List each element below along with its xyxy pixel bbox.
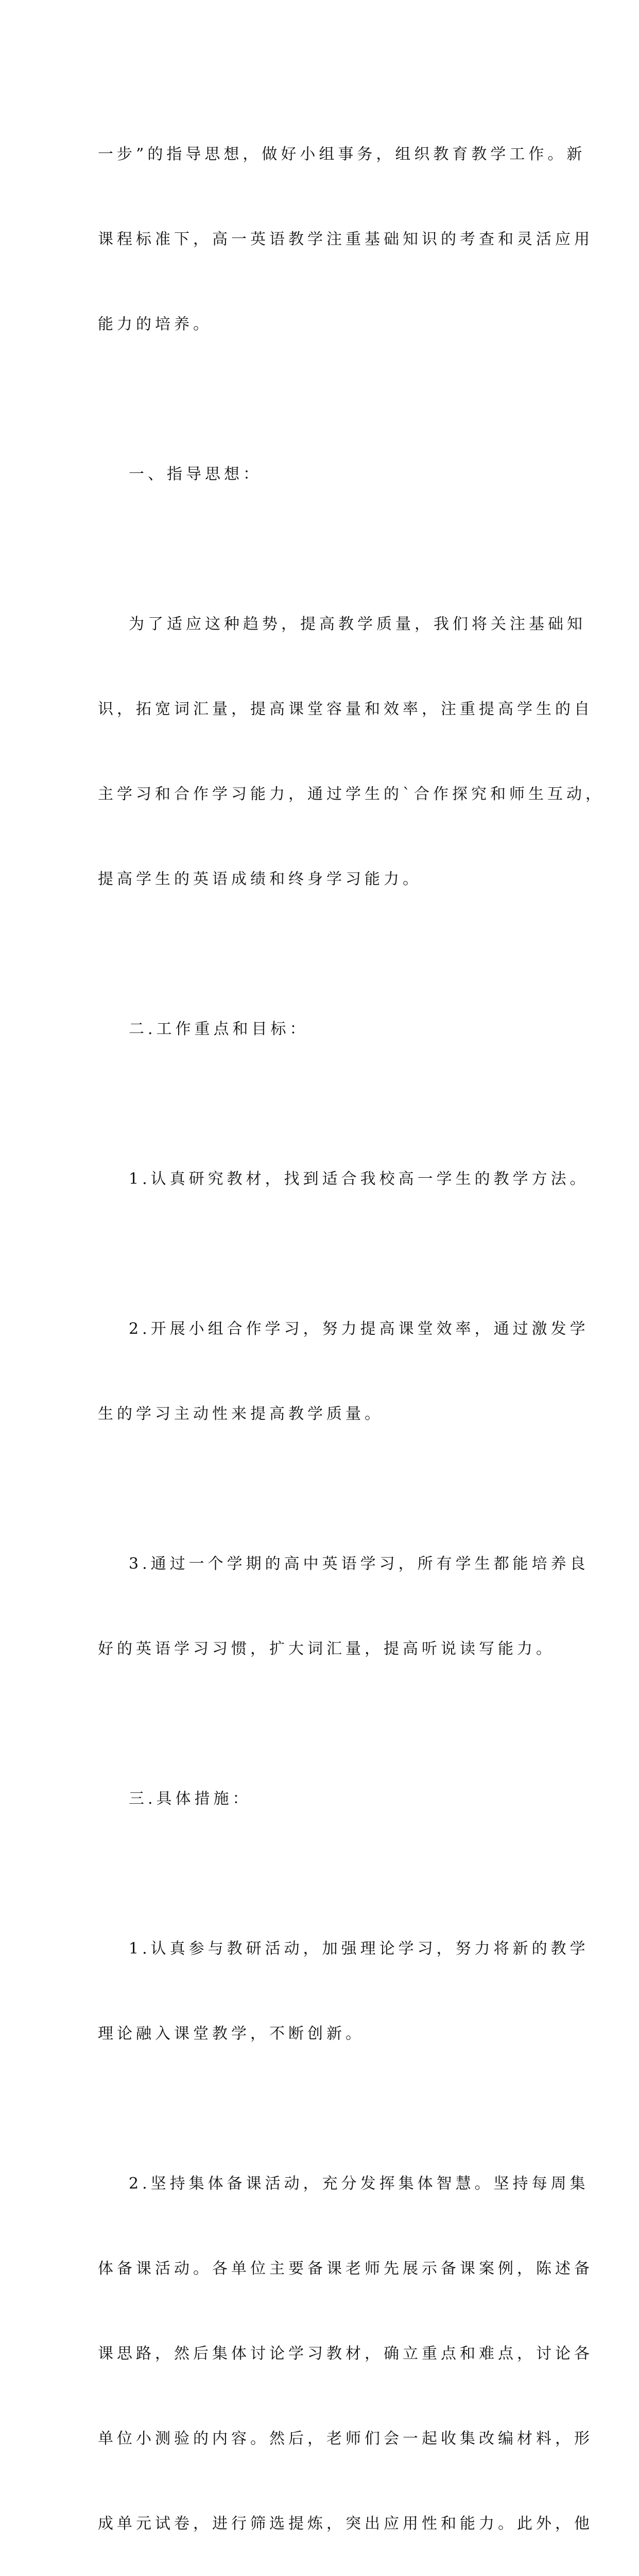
- document-body: [98, 83, 605, 2576]
- text-line: 1.认真研究教材，找到适合我校高一学生的教学方法。: [129, 1170, 589, 1188]
- text-line: 2.开展小组合作学习，努力提高课堂效率，通过激发学: [129, 1320, 589, 1338]
- text-line: 提高学生的英语成绩和终身学习能力。: [98, 870, 422, 888]
- text-line: 能力的培养。: [98, 315, 212, 333]
- text-line: 课思路，然后集体讨论学习教材，确立重点和难点，讨论各: [98, 2345, 593, 2363]
- text-line: 单位小测验的内容。然后，老师们会一起收集改编材料，形: [98, 2430, 593, 2448]
- text-line: 1.认真参与教研活动，加强理论学习，努力将新的教学: [129, 1940, 589, 1958]
- section-heading-guiding-thought: [98, 403, 551, 545]
- text-line: 为了适应这种趋势，提高教学质量，我们将关注基础知: [129, 615, 586, 633]
- intro-paragraph: [98, 83, 593, 395]
- text-line: 好的英语学习习惯，扩大词汇量，提高听说读写能力。: [98, 1640, 555, 1658]
- guiding-thought-paragraph: [98, 553, 605, 950]
- text-line: 成单元试卷，进行筛选提炼，突出应用性和能力。此外，他: [98, 2515, 593, 2533]
- goal-item-1: [98, 1108, 589, 1250]
- measure-item-1: [98, 1878, 589, 2105]
- text-line: 一步”的指导思想，做好小组事务，组织教育教学工作。新: [98, 145, 586, 163]
- text-line: 生的学习主动性来提高教学质量。: [98, 1405, 384, 1423]
- section-heading-measures: [98, 1728, 551, 1870]
- text-line: 体备课活动。各单位主要备课老师先展示备课案例，陈述备: [98, 2260, 593, 2278]
- text-line: 理论融入课堂教学，不断创新。: [98, 2025, 365, 2043]
- text-line: 主学习和合作学习能力，通过学生的`合作探究和师生互动，: [98, 785, 605, 803]
- section-heading-goals: [98, 958, 551, 1100]
- text-line: 识，拓宽词汇量，提高课堂容量和效率，注重提高学生的自: [98, 700, 593, 718]
- heading-text: 三.具体措施：: [129, 1790, 252, 1808]
- heading-text: 一、指导思想：: [129, 465, 262, 483]
- text-line: 3.通过一个学期的高中英语学习，所有学生都能培养良: [129, 1555, 589, 1573]
- text-line: 2.坚持集体备课活动，充分发挥集体智慧。坚持每周集: [129, 2175, 589, 2193]
- goal-item-3: [98, 1493, 589, 1720]
- measure-item-2: [98, 2113, 593, 2576]
- goal-item-2: [98, 1258, 589, 1485]
- text-line: 课程标准下，高一英语教学注重基础知识的考查和灵活应用: [98, 230, 593, 248]
- heading-text: 二.工作重点和目标：: [129, 1020, 309, 1038]
